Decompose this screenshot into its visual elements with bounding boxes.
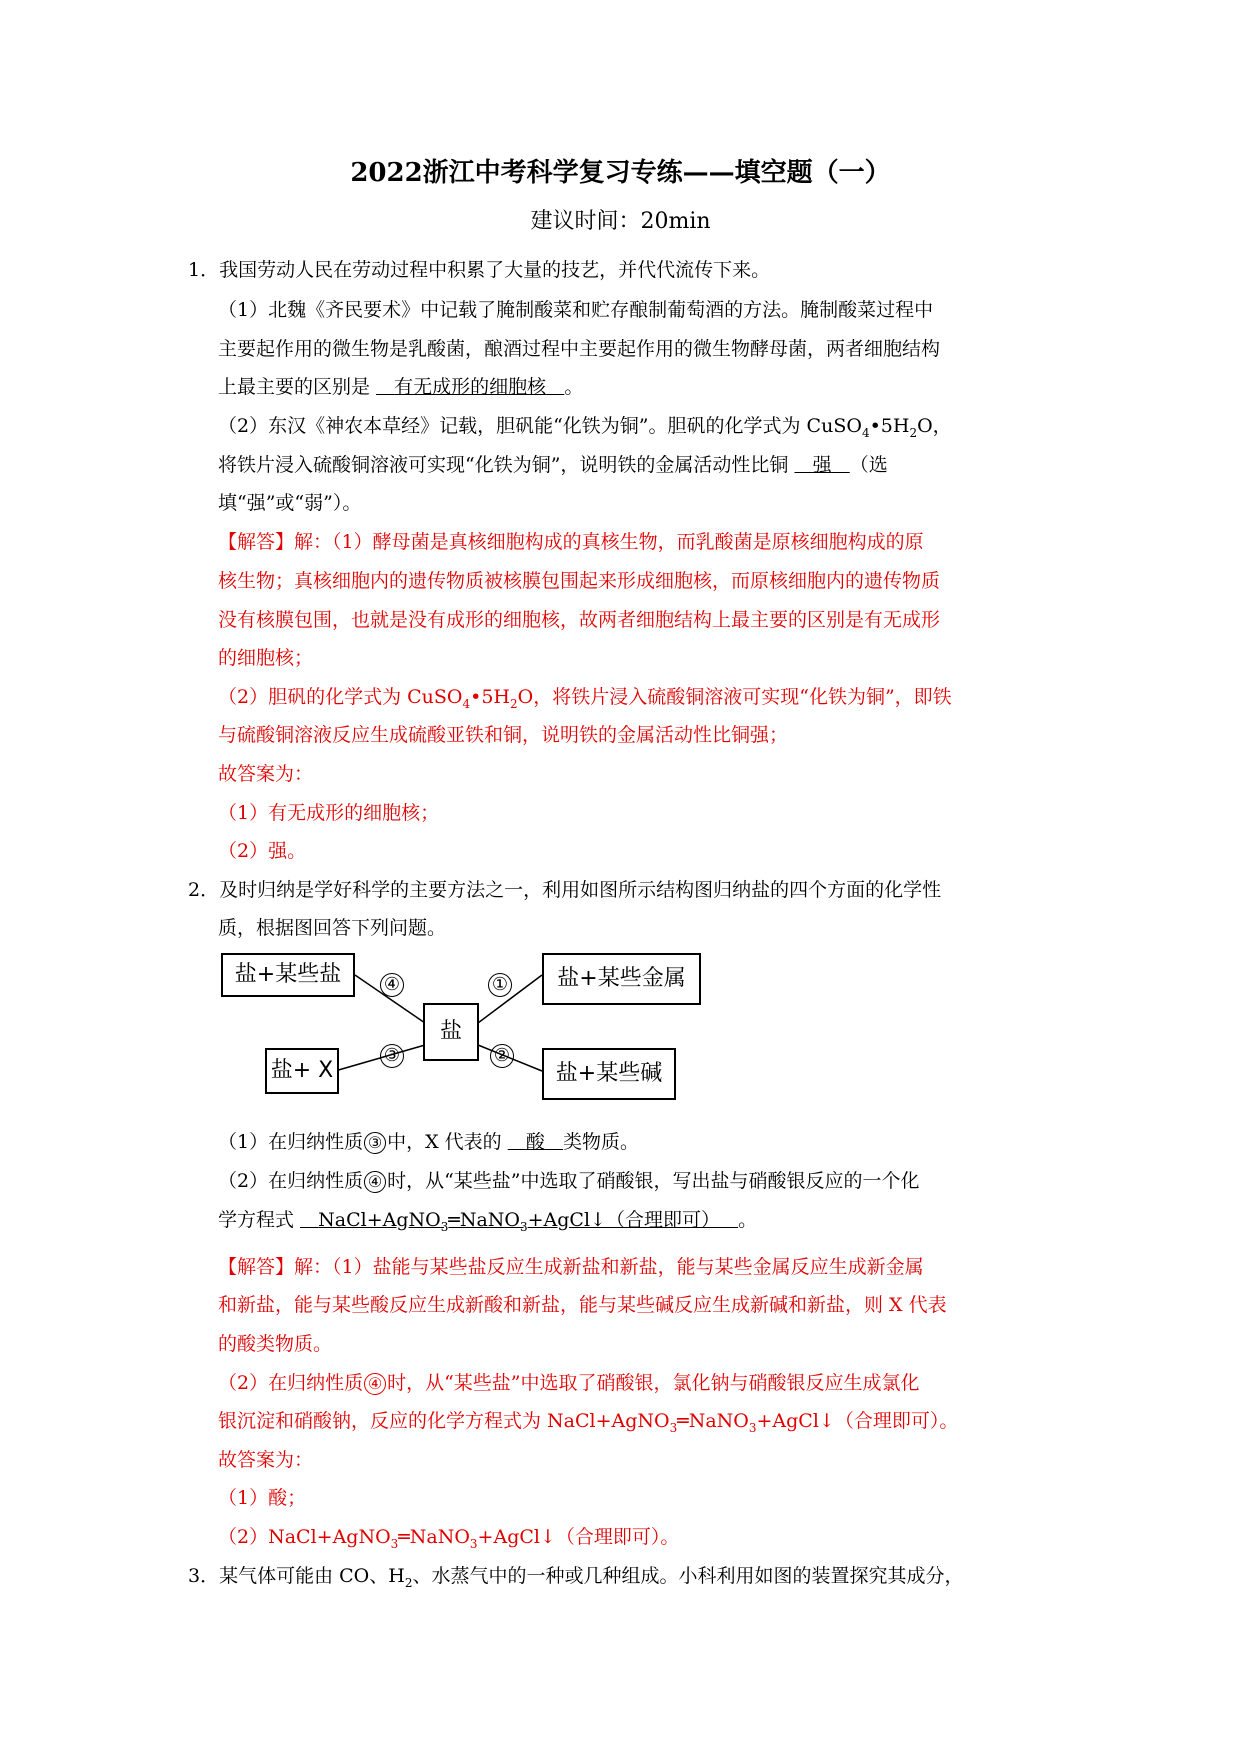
label-3: ③ [380,1044,404,1068]
subscript: 2 [909,425,918,440]
q1-answer-2: （2）强。 [218,840,307,862]
answer-blank [794,454,849,476]
salt-properties-diagram [220,945,710,1105]
text: 银沉淀和硝酸钠，反应的化学方程式为 NaCl+AgNO [218,1410,670,1432]
question-number: 2． [188,879,220,901]
q1-part1-line1: （1）北魏《齐民要术》中记载了腌制酸菜和贮存酿制葡萄酒的方法。腌制酸菜过程中 [218,299,934,321]
q2-part1 [218,1130,639,1154]
subscript: 3 [748,1420,757,1435]
question-number: 3． [188,1565,220,1587]
subscript: 3 [669,1420,678,1435]
subscript: 3 [390,1536,399,1551]
text: ═NaNO [398,1526,470,1548]
solution-tag: 【解答】解： [218,1256,333,1278]
q1-part2-line1 [218,414,952,445]
question-stem: 我国劳动人民在劳动过程中积累了大量的技艺，并代代流传下来。 [219,259,771,281]
solution-tag: 【解答】解： [218,531,333,553]
answer-text: NaCl+AgNO [318,1209,441,1231]
text: （2）NaCl+AgNO [218,1526,391,1548]
text: （2）在归纳性质 [218,1372,364,1394]
answer-blank [508,1131,563,1153]
text: 中，X 代表的 [387,1131,508,1153]
subscript: 4 [462,696,471,711]
text: （2）东汉《神农本草经》记载，胆矾能“化铁为铜”。胆矾的化学式为 CuSO [218,415,862,437]
q2-part2-line1 [218,1169,920,1193]
subscript: 3 [440,1219,449,1234]
text: 时，从“某些盐”中选取了硝酸银，氯化钠与硝酸银反应生成氯化 [387,1372,920,1394]
q1-solution-line2: 核生物；真核细胞内的遗传物质被核膜包围起来形成细胞核，而原核细胞内的遗传物质 [218,570,941,592]
subscript: 3 [469,1536,478,1551]
question-stem: 某气体可能由 CO、H [219,1565,405,1587]
q2-answer-2 [218,1525,679,1556]
text: 学方程式 [218,1209,301,1231]
subscript: 4 [861,425,870,440]
q1-solution-line6: 与硫酸铜溶液反应生成硫酸亚铁和铜，说明铁的金属活动性比铜强； [218,724,789,746]
question-1 [188,258,770,282]
answer-text: 酸 [525,1131,545,1153]
subscript: 2 [404,1575,413,1590]
label-4: ④ [380,973,404,997]
text: （2）在归纳性质 [218,1170,364,1192]
circled-number: ③ [364,1132,386,1154]
q1-part2-line3: 填“强”或“弱”）。 [218,492,362,514]
label-1: ① [488,973,512,997]
box-salt-plus-bases: 盐+某些碱 [542,1048,676,1100]
q2-part2-line2 [218,1208,757,1239]
answer-text: +AgCl↓（合理即可） [527,1209,720,1231]
text: O， [917,415,952,437]
text: +AgCl↓（合理即可）。 [756,1410,959,1432]
question-number: 1． [188,259,220,281]
text: 上最主要的区别是 [218,376,377,398]
text: 时，从“某些盐”中选取了硝酸银，写出盐与硝酸银反应的一个化 [387,1170,920,1192]
text: （1）在归纳性质 [218,1131,364,1153]
question-stem: 、水蒸气中的一种或几种组成。小科利用如图的装置探究其成分， [412,1565,964,1587]
q2-solution-line1 [218,1255,924,1279]
q1-part1-line3 [218,375,583,399]
text: •5H [869,415,910,437]
q2-solution-line5 [218,1409,958,1440]
q2-solution-line2: 和新盐，能与某些酸反应生成新酸和新盐，能与某些碱反应生成新碱和新盐，则 X 代表 [218,1294,947,1316]
q1-solution-line1 [218,530,924,554]
text: 。 [564,376,584,398]
text: 类物质。 [562,1131,639,1153]
text: （1）盐能与某些盐反应生成新盐和新盐，能与某些金属反应生成新金属 [332,1256,924,1278]
circled-number: ④ [364,1373,386,1395]
question-stem: 及时归纳是学好科学的主要方法之一，利用如图所示结构图归纳盐的四个方面的化学性 [219,879,942,901]
subscript: 3 [519,1219,528,1234]
box-salt-center: 盐 [423,1003,479,1061]
answer-blank [300,1209,738,1234]
text: O，将铁片浸入硫酸铜溶液可实现“化铁为铜”，即铁 [517,686,952,708]
text: •5H [470,686,511,708]
page-title: 2022浙江中考科学复习专练——填空题（一） [350,158,891,188]
box-salt-plus-salts: 盐+某些盐 [221,953,355,997]
text: 。 [738,1209,758,1231]
text: ═NaNO [677,1410,749,1432]
text: （2）胆矾的化学式为 CuSO [218,686,463,708]
q1-part2-line2 [218,453,888,477]
box-salt-plus-x: 盐+ X [265,1048,339,1094]
q1-solution-line4: 的细胞核； [218,647,314,669]
q2-answer-head: 故答案为： [218,1449,314,1471]
q1-part1-line2: 主要起作用的微生物是乳酸菌，酿酒过程中主要起作用的微生物酵母菌，两者细胞结构 [218,338,941,360]
q1-solution-line5 [218,685,952,716]
label-2: ② [490,1044,514,1068]
answer-text: 强 [812,454,832,476]
text: 将铁片浸入硫酸铜溶液可实现“化铁为铜”，说明铁的金属活动性比铜 [218,454,795,476]
answer-text: ═NaNO [448,1209,520,1231]
text: （1）酵母菌是真核细胞构成的真核生物，而乳酸菌是原核细胞构成的原 [332,531,924,553]
q2-answer-1: （1）酸； [218,1487,307,1509]
question-3 [188,1564,963,1595]
q1-solution-line3: 没有核膜包围，也就是没有成形的细胞核，故两者细胞结构上最主要的区别是有无成形 [218,609,941,631]
circled-number: ④ [364,1171,386,1193]
q1-answer-1: （1）有无成形的细胞核； [218,802,440,824]
q2-stem-line2: 质，根据图回答下列问题。 [218,917,447,939]
subscript: 2 [510,696,518,711]
box-salt-plus-metals: 盐+某些金属 [542,953,701,1005]
question-2 [188,878,941,902]
text: （选 [849,454,888,476]
q2-solution-line4 [218,1371,920,1395]
answer-text: 有无成形的细胞核 [394,376,547,398]
answer-blank [376,376,564,398]
page-subtitle: 建议时间：20min [530,209,711,234]
q2-solution-line3: 的酸类物质。 [218,1333,333,1355]
q1-answer-head: 故答案为： [218,763,314,785]
text: +AgCl↓（合理即可）。 [477,1526,680,1548]
